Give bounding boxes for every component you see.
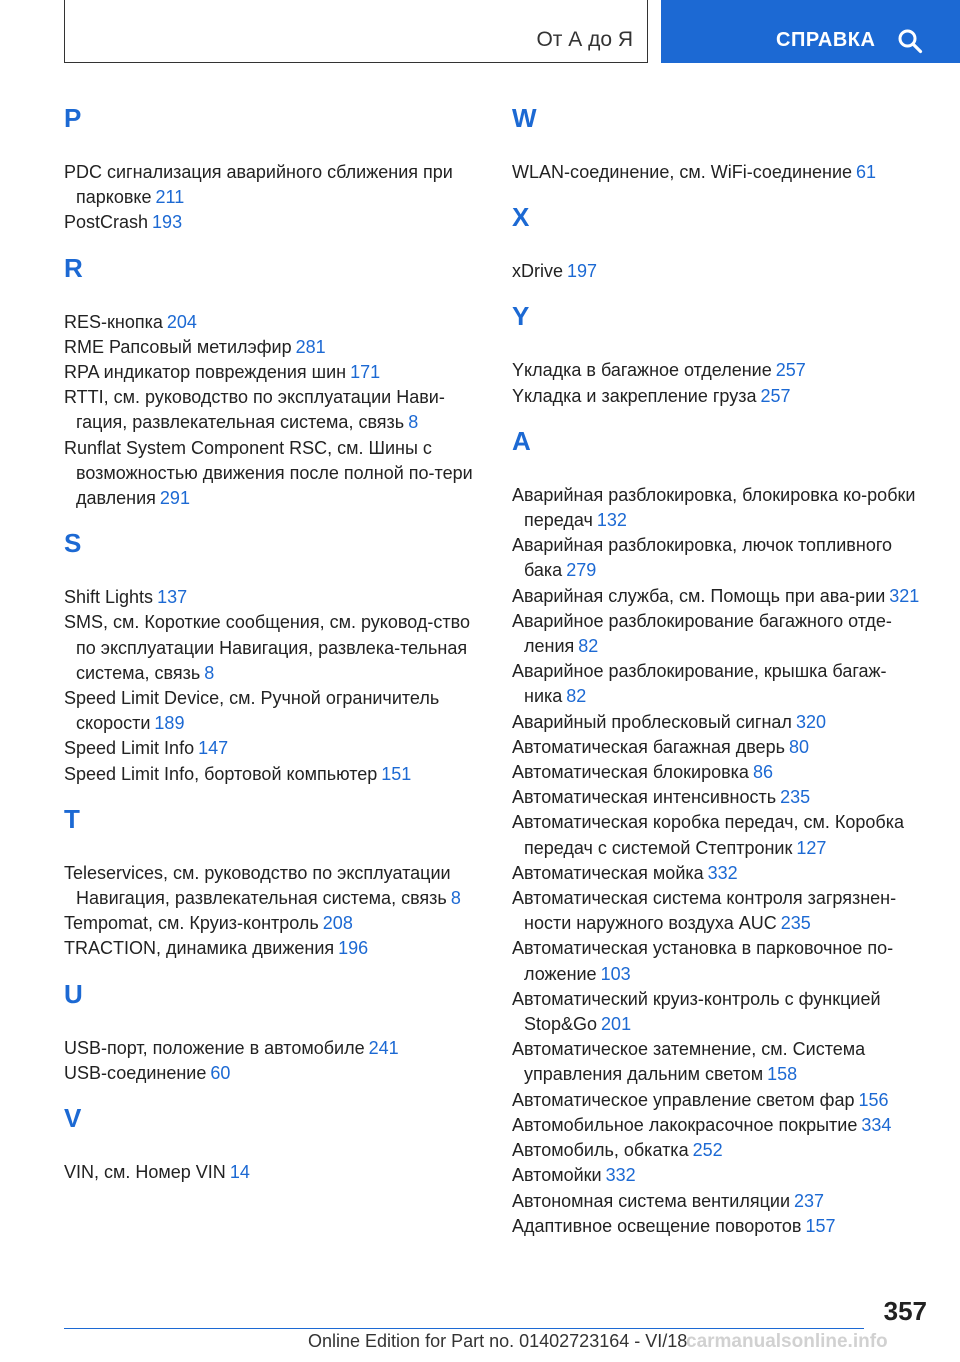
page-link[interactable]: 14 xyxy=(229,1162,250,1183)
section-letter: V xyxy=(64,1103,82,1134)
entry-text: Автономная система вентиляции xyxy=(512,1190,791,1211)
entry-text: Yкладка в багажное отделение xyxy=(512,360,772,381)
page-link[interactable]: 80 xyxy=(789,736,810,757)
entry-text: Автоматическая мойка xyxy=(512,862,704,883)
index-section xyxy=(512,197,932,284)
index-entry xyxy=(512,1037,932,1087)
index-entry xyxy=(512,1088,932,1113)
page-link[interactable]: 61 xyxy=(856,162,877,182)
section-letter: P xyxy=(64,103,82,133)
page-link[interactable]: 127 xyxy=(796,837,827,858)
section-letter: А xyxy=(512,425,531,456)
index-entry xyxy=(64,360,484,385)
entry-text: Автоматический круиз-контроль с функцией Stop&Go xyxy=(512,988,881,1035)
index-entry xyxy=(64,936,484,961)
index-entry xyxy=(64,335,484,360)
entry-text: Автоматическое управление светом фар xyxy=(512,1089,855,1110)
index-entry xyxy=(512,1113,932,1138)
index-entry xyxy=(64,385,484,435)
entry-text: VIN, см. Номер VIN xyxy=(64,1162,226,1183)
page-link[interactable]: 137 xyxy=(157,587,188,608)
entry-text: Автомобильное лакокрасочное покрытие xyxy=(512,1114,858,1135)
page-link[interactable]: 189 xyxy=(154,713,185,734)
page-link[interactable]: 8 xyxy=(408,412,419,433)
page-link[interactable]: 157 xyxy=(805,1215,836,1236)
page-link[interactable]: 86 xyxy=(752,762,773,783)
page-link[interactable]: 156 xyxy=(858,1089,889,1110)
entry-text: USB-соединение xyxy=(64,1062,207,1083)
index-entry xyxy=(512,584,932,609)
page-link[interactable]: 158 xyxy=(767,1064,798,1085)
entry-text: RPA индикатор повреждения шин xyxy=(64,362,347,383)
index-entry xyxy=(512,936,932,986)
entry-text: Автоматическая интенсивность xyxy=(512,787,777,808)
entry-text: Аварийная разблокировка, лючок топливного бака xyxy=(512,535,893,581)
index-entry xyxy=(64,160,484,210)
page-link[interactable]: 196 xyxy=(338,938,369,959)
section-letter: T xyxy=(64,803,80,834)
index-entry xyxy=(64,736,484,761)
page-link[interactable]: 257 xyxy=(760,385,791,406)
entry-text: Runflat System Component RSC, см. Шины с возможностью движения после полной по-тери давления xyxy=(64,437,473,509)
entry-text: Автоматическое затемнение, см. Система управления дальним светом xyxy=(512,1039,866,1085)
entry-text: Аварийное разблокирование, крышка багаж-ника xyxy=(512,661,887,707)
page-link[interactable]: 281 xyxy=(295,336,326,357)
entry-text: PostCrash xyxy=(64,212,149,233)
page-link[interactable]: 211 xyxy=(155,187,185,208)
page-link[interactable]: 60 xyxy=(210,1062,231,1083)
page-link[interactable]: 321 xyxy=(889,585,920,606)
index-entry xyxy=(512,160,932,185)
entry-text: RES-кнопка xyxy=(64,311,163,332)
index-section xyxy=(64,974,484,1086)
page-number: 357 xyxy=(883,1296,927,1326)
section-letter: U xyxy=(64,978,83,1009)
page-link[interactable]: 147 xyxy=(198,738,229,759)
footer-divider xyxy=(64,1328,864,1329)
page-link[interactable]: 334 xyxy=(861,1114,892,1135)
page-link[interactable]: 320 xyxy=(795,711,826,732)
watermark-text: carmanualsonline.info xyxy=(686,1331,888,1352)
page-link[interactable]: 204 xyxy=(166,311,197,332)
entry-text: Аварийное разблокирование багажного отде-ления xyxy=(512,610,892,657)
index-tab[interactable] xyxy=(64,0,648,63)
index-entry xyxy=(512,1189,932,1214)
index-entry xyxy=(64,585,484,610)
edition-text: Online Edition for Part no. 01402723164 - VI/18 xyxy=(308,1331,688,1351)
help-tab-label: СПРАВКА xyxy=(776,29,876,51)
index-entry xyxy=(64,861,484,911)
entry-text: Tempomat, см. Круиз-контроль xyxy=(64,913,319,934)
page-link[interactable]: 332 xyxy=(605,1165,636,1186)
entry-text: SMS, см. Короткие сообщения, см. руковод-ство по эксплуатации Навигация, развлека-тельная система, связь xyxy=(64,612,470,683)
index-entry xyxy=(512,533,932,583)
entry-text: Teleservices, см. руководство по эксплуатации Навигация, развлекательная система, связь xyxy=(64,862,451,909)
index-section xyxy=(64,98,484,236)
index-section xyxy=(512,421,932,1239)
entry-text: Speed Limit Device, см. Ручной ограничитель скорости xyxy=(64,688,440,734)
index-entry xyxy=(512,760,932,785)
entry-text: Автоматическая блокировка xyxy=(512,762,749,783)
page-link[interactable]: 201 xyxy=(601,1014,632,1035)
index-entry xyxy=(64,911,484,936)
page-link[interactable]: 332 xyxy=(707,862,738,883)
index-entry xyxy=(64,762,484,787)
index-entry xyxy=(64,1036,484,1061)
entry-text: Speed Limit Info xyxy=(64,738,195,759)
index-entry xyxy=(512,886,932,936)
page-link[interactable]: 193 xyxy=(152,212,183,233)
entry-text: RME Рапсовый метилэфир xyxy=(64,336,292,357)
index-entry xyxy=(512,259,932,284)
page-link[interactable]: 235 xyxy=(780,913,811,934)
page-link[interactable]: 279 xyxy=(566,560,597,581)
index-entry xyxy=(64,686,484,736)
index-entry xyxy=(512,384,932,409)
entry-text: WLAN-соединение, см. WiFi-соединение xyxy=(512,162,853,182)
entry-text: Speed Limit Info, бортовой компьютер xyxy=(64,763,378,784)
index-section xyxy=(64,1098,484,1185)
entry-text: Shift Lights xyxy=(64,587,154,608)
page-link[interactable]: 252 xyxy=(692,1140,723,1161)
entry-text: xDrive xyxy=(512,261,564,282)
index-entry xyxy=(512,785,932,810)
entry-text: RTTI, см. руководство по эксплуатации Нави-гация, развлекательная система, связь xyxy=(64,387,445,433)
index-section xyxy=(64,799,484,962)
help-tab[interactable] xyxy=(661,0,960,63)
index-entry xyxy=(512,810,932,860)
index-entry xyxy=(512,710,932,735)
entry-text: Автоматическая коробка передач, см. Коробка передач с системой Стептроник xyxy=(512,812,905,858)
index-entry xyxy=(512,358,932,383)
index-column-right xyxy=(512,98,932,1239)
index-entry xyxy=(512,483,932,533)
index-entry xyxy=(512,987,932,1037)
index-section xyxy=(64,523,484,787)
page-link[interactable]: 291 xyxy=(159,488,190,509)
index-section xyxy=(64,248,484,512)
entry-text: USB-порт, положение в автомобиле xyxy=(64,1037,365,1058)
page-link[interactable]: 8 xyxy=(450,888,461,909)
page-link[interactable]: 82 xyxy=(578,636,599,657)
page-link[interactable]: 132 xyxy=(596,510,627,531)
page-link[interactable]: 237 xyxy=(794,1190,825,1211)
search-icon[interactable] xyxy=(897,28,923,54)
index-column-left xyxy=(64,98,484,1185)
page-link[interactable]: 197 xyxy=(567,261,598,282)
index-entry xyxy=(64,1061,484,1086)
index-entry xyxy=(64,210,484,235)
entry-text: PDC сигнализация аварийного сближения при парковке xyxy=(64,162,453,208)
index-entry xyxy=(512,861,932,886)
section-letter: R xyxy=(64,252,83,283)
index-entry xyxy=(512,659,932,709)
page-link[interactable]: 103 xyxy=(600,963,631,984)
page-link[interactable]: 257 xyxy=(775,360,806,381)
index-entry xyxy=(512,609,932,659)
entry-text: Аварийный проблесковый сигнал xyxy=(512,711,792,732)
index-entry xyxy=(64,310,484,335)
index-entry xyxy=(512,1138,932,1163)
index-entry xyxy=(512,735,932,760)
index-entry xyxy=(64,610,484,686)
page-link[interactable]: 208 xyxy=(322,913,353,934)
index-entry xyxy=(64,1160,484,1185)
entry-text: Аварийная служба, см. Помощь при ава-рии xyxy=(512,585,886,606)
page-link[interactable]: 235 xyxy=(780,787,811,808)
entry-text: Автомойки xyxy=(512,1165,602,1186)
index-section xyxy=(512,296,932,408)
section-letter: X xyxy=(512,202,530,233)
entry-text: Автоматическая багажная дверь xyxy=(512,736,786,757)
section-letter: S xyxy=(64,528,82,559)
index-entry xyxy=(64,436,484,512)
entry-text: Автомобиль, обкатка xyxy=(512,1140,689,1161)
page-link[interactable]: 171 xyxy=(350,362,381,383)
page-link[interactable]: 82 xyxy=(566,686,587,707)
entry-text: TRACTION, динамика движения xyxy=(64,938,335,959)
entry-text: Автоматическая система контроля загрязнен-ности наружного воздуха AUC xyxy=(512,888,897,934)
index-entry xyxy=(512,1214,932,1239)
entry-text: Адаптивное освещение поворотов xyxy=(512,1215,802,1236)
entry-text: Автоматическая установка в парковочное по-ложение xyxy=(512,938,894,984)
page-link[interactable]: 8 xyxy=(204,662,215,683)
index-section xyxy=(512,98,932,185)
section-letter: W xyxy=(512,103,537,133)
entry-text: Yкладка и закрепление груза xyxy=(512,385,757,406)
page-link[interactable]: 151 xyxy=(381,763,412,784)
page-link[interactable]: 241 xyxy=(368,1037,399,1058)
index-entry xyxy=(512,1163,932,1188)
entry-text: Аварийная разблокировка, блокировка ко-робки передач xyxy=(512,484,916,531)
index-tab-label: От А до Я xyxy=(536,28,633,51)
section-letter: Y xyxy=(512,301,530,332)
